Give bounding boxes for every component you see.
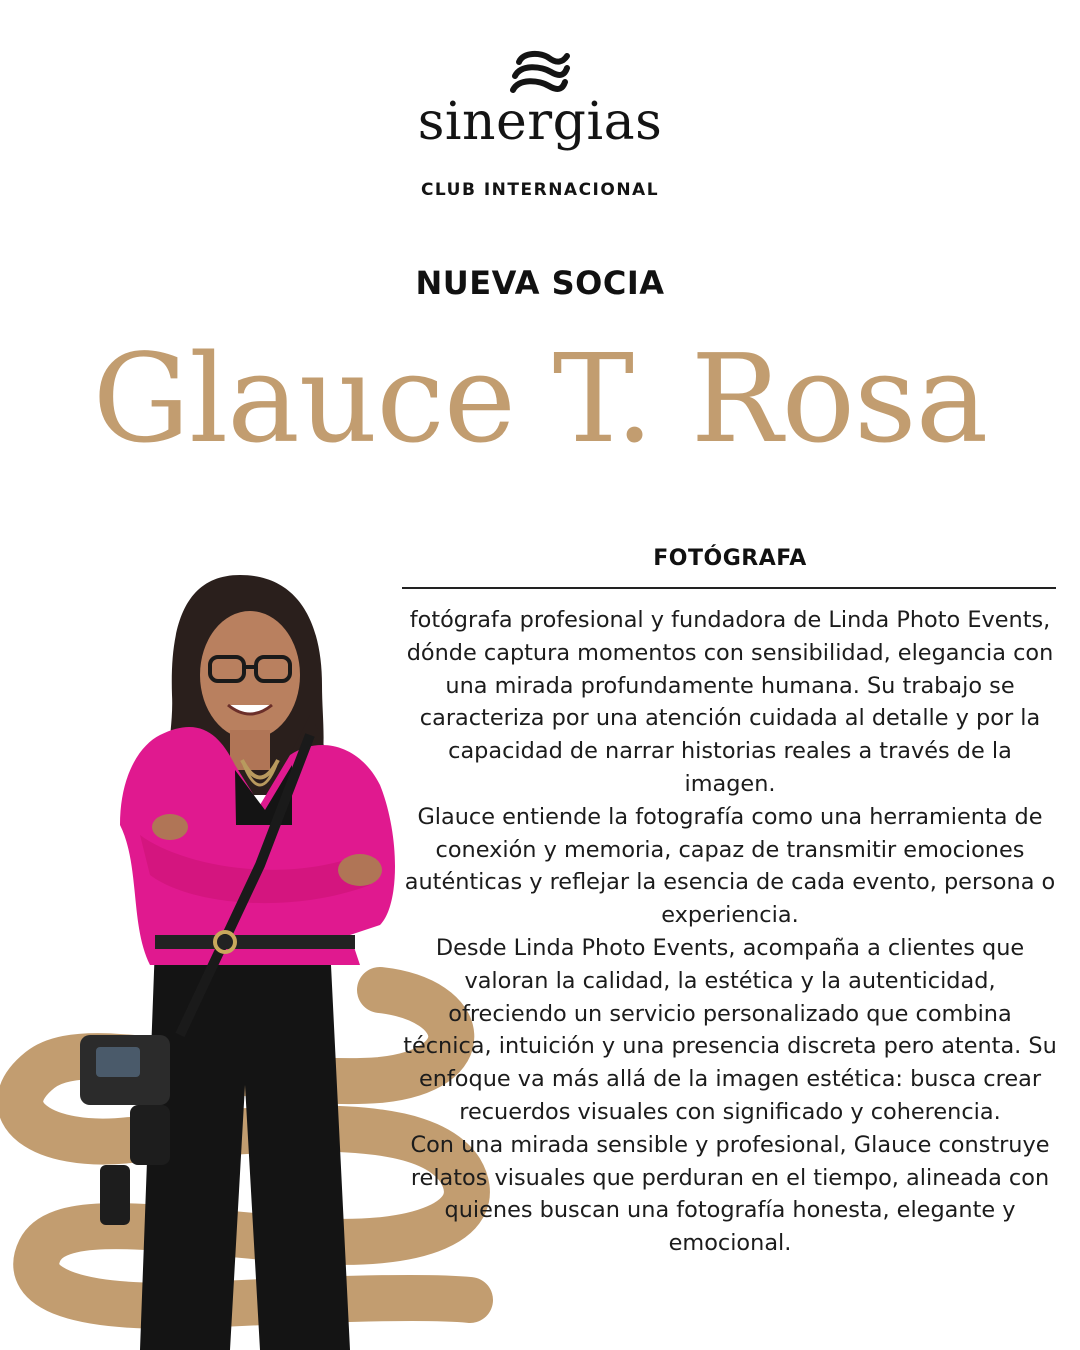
member-bio bbox=[402, 604, 1058, 1260]
bio-paragraph: fotógrafa profesional y fundadora de Linda Photo Events, dónde captura momentos con sensibilidad, elegancia con una mirada profundamente humana. Su trabajo se caracteriza por una atención cuidada al detalle y por la capacidad de narrar historias reales a través de la imagen. bbox=[406, 607, 1054, 797]
member-name: Glauce T. Rosa bbox=[92, 328, 988, 470]
bio-paragraph: Con una mirada sensible y profesional, Glauce construye relatos visuales que perduran en el tiempo, alineada con quienes buscan una fotografía honesta, elegante y emocional. bbox=[410, 1131, 1050, 1257]
profession-label: FOTÓGRAFA bbox=[653, 546, 807, 571]
bio-paragraph: Glauce entiende la fotografía como una herramienta de conexión y memoria, capaz de transmitir emociones auténticas y reflejar la esencia de cada evento, persona o experiencia. bbox=[404, 803, 1056, 929]
trousers-shape bbox=[140, 945, 350, 1350]
face-shape bbox=[200, 611, 300, 739]
member-photo bbox=[60, 565, 420, 1350]
section-divider bbox=[402, 587, 1056, 589]
brand-subtitle: CLUB INTERNACIONAL bbox=[420, 180, 660, 200]
announcement-kicker: NUEVA SOCIA bbox=[415, 264, 665, 302]
bio-paragraph: Desde Linda Photo Events, acompaña a clientes que valoran la calidad, la estética y la autenticidad, ofreciendo un servicio personalizado que combina técnica, intuición y una presencia discreta pero atenta. Su enfoque va más allá de la imagen estética: busca crear recuerdos visuales con significado y coherencia. bbox=[403, 934, 1057, 1125]
brand-wordmark: sinergias bbox=[417, 92, 663, 152]
